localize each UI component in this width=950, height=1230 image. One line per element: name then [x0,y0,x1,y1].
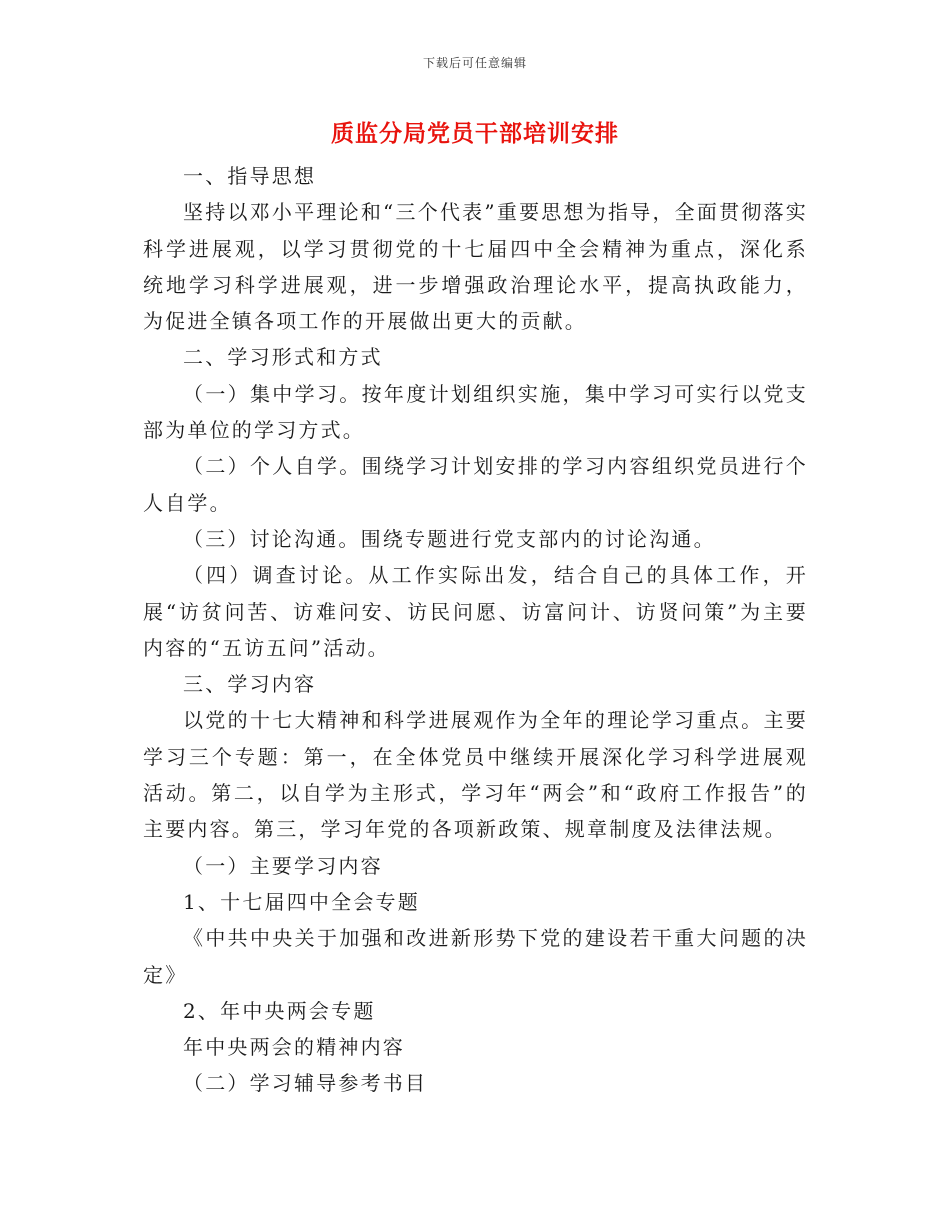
list-item-decision-document: 《中共中央关于加强和改进新形势下党的建设若干重大问题的决定》 [143,926,808,987]
list-item-topic-1: 1、十七届四中全会专题 [183,889,420,914]
paragraph-self-study: （二）个人自学。围绕学习计划安排的学习内容组织党员进行个人自学。 [143,454,808,515]
section-heading-guiding-ideology: 一、指导思想 [183,164,317,188]
document-body [143,158,808,1102]
paragraph-investigation: （四）调查讨论。从工作实际出发，结合自己的具体工作，开展“访贫问苦、访难问安、访民问愿、访富问计、访贤问策”为主要内容的“五访五问”活动。 [143,563,808,660]
header-note: 下载后可任意编辑 [422,56,527,70]
paragraph-discussion: （三）讨论沟通。围绕专题进行党支部内的讨论沟通。 [183,526,716,551]
paragraph-study-content: 以党的十七大精神和科学进展观作为全年的理论学习重点。主要学习三个专题：第一，在全体党员中继续开展深化学习科学进展观活动。第二，以自学为主形式，学习年“两会”和“政府工作报告”的主要内容。第三，学习年党的各项新政策、规章制度及法律法规。 [143,708,808,842]
paragraph-guiding-ideology: 坚持以邓小平理论和“三个代表”重要思想为指导，全面贯彻落实科学进展观，以学习贯彻党的十七届四中全会精神为重点，深化系统地学习科学进展观，进一步增强政治理论水平，提高执政能力，为促进全镇各项工作的开展做出更大的贡献。 [143,200,808,334]
list-item-two-sessions-content: 年中央两会的精神内容 [183,1035,405,1060]
paragraph-centralized-study: （一）集中学习。按年度计划组织实施，集中学习可实行以党支部为单位的学习方式。 [143,381,808,443]
document-title: 质监分局党员干部培训安排 [331,120,619,147]
list-item-topic-2: 2、年中央两会专题 [183,998,376,1023]
section-heading-study-forms: 二、学习形式和方式 [183,345,383,370]
subheading-reference-books: （二）学习辅导参考书目 [183,1071,428,1096]
section-heading-study-content: 三、学习内容 [183,672,317,697]
subheading-main-content: （一）主要学习内容 [183,853,383,878]
